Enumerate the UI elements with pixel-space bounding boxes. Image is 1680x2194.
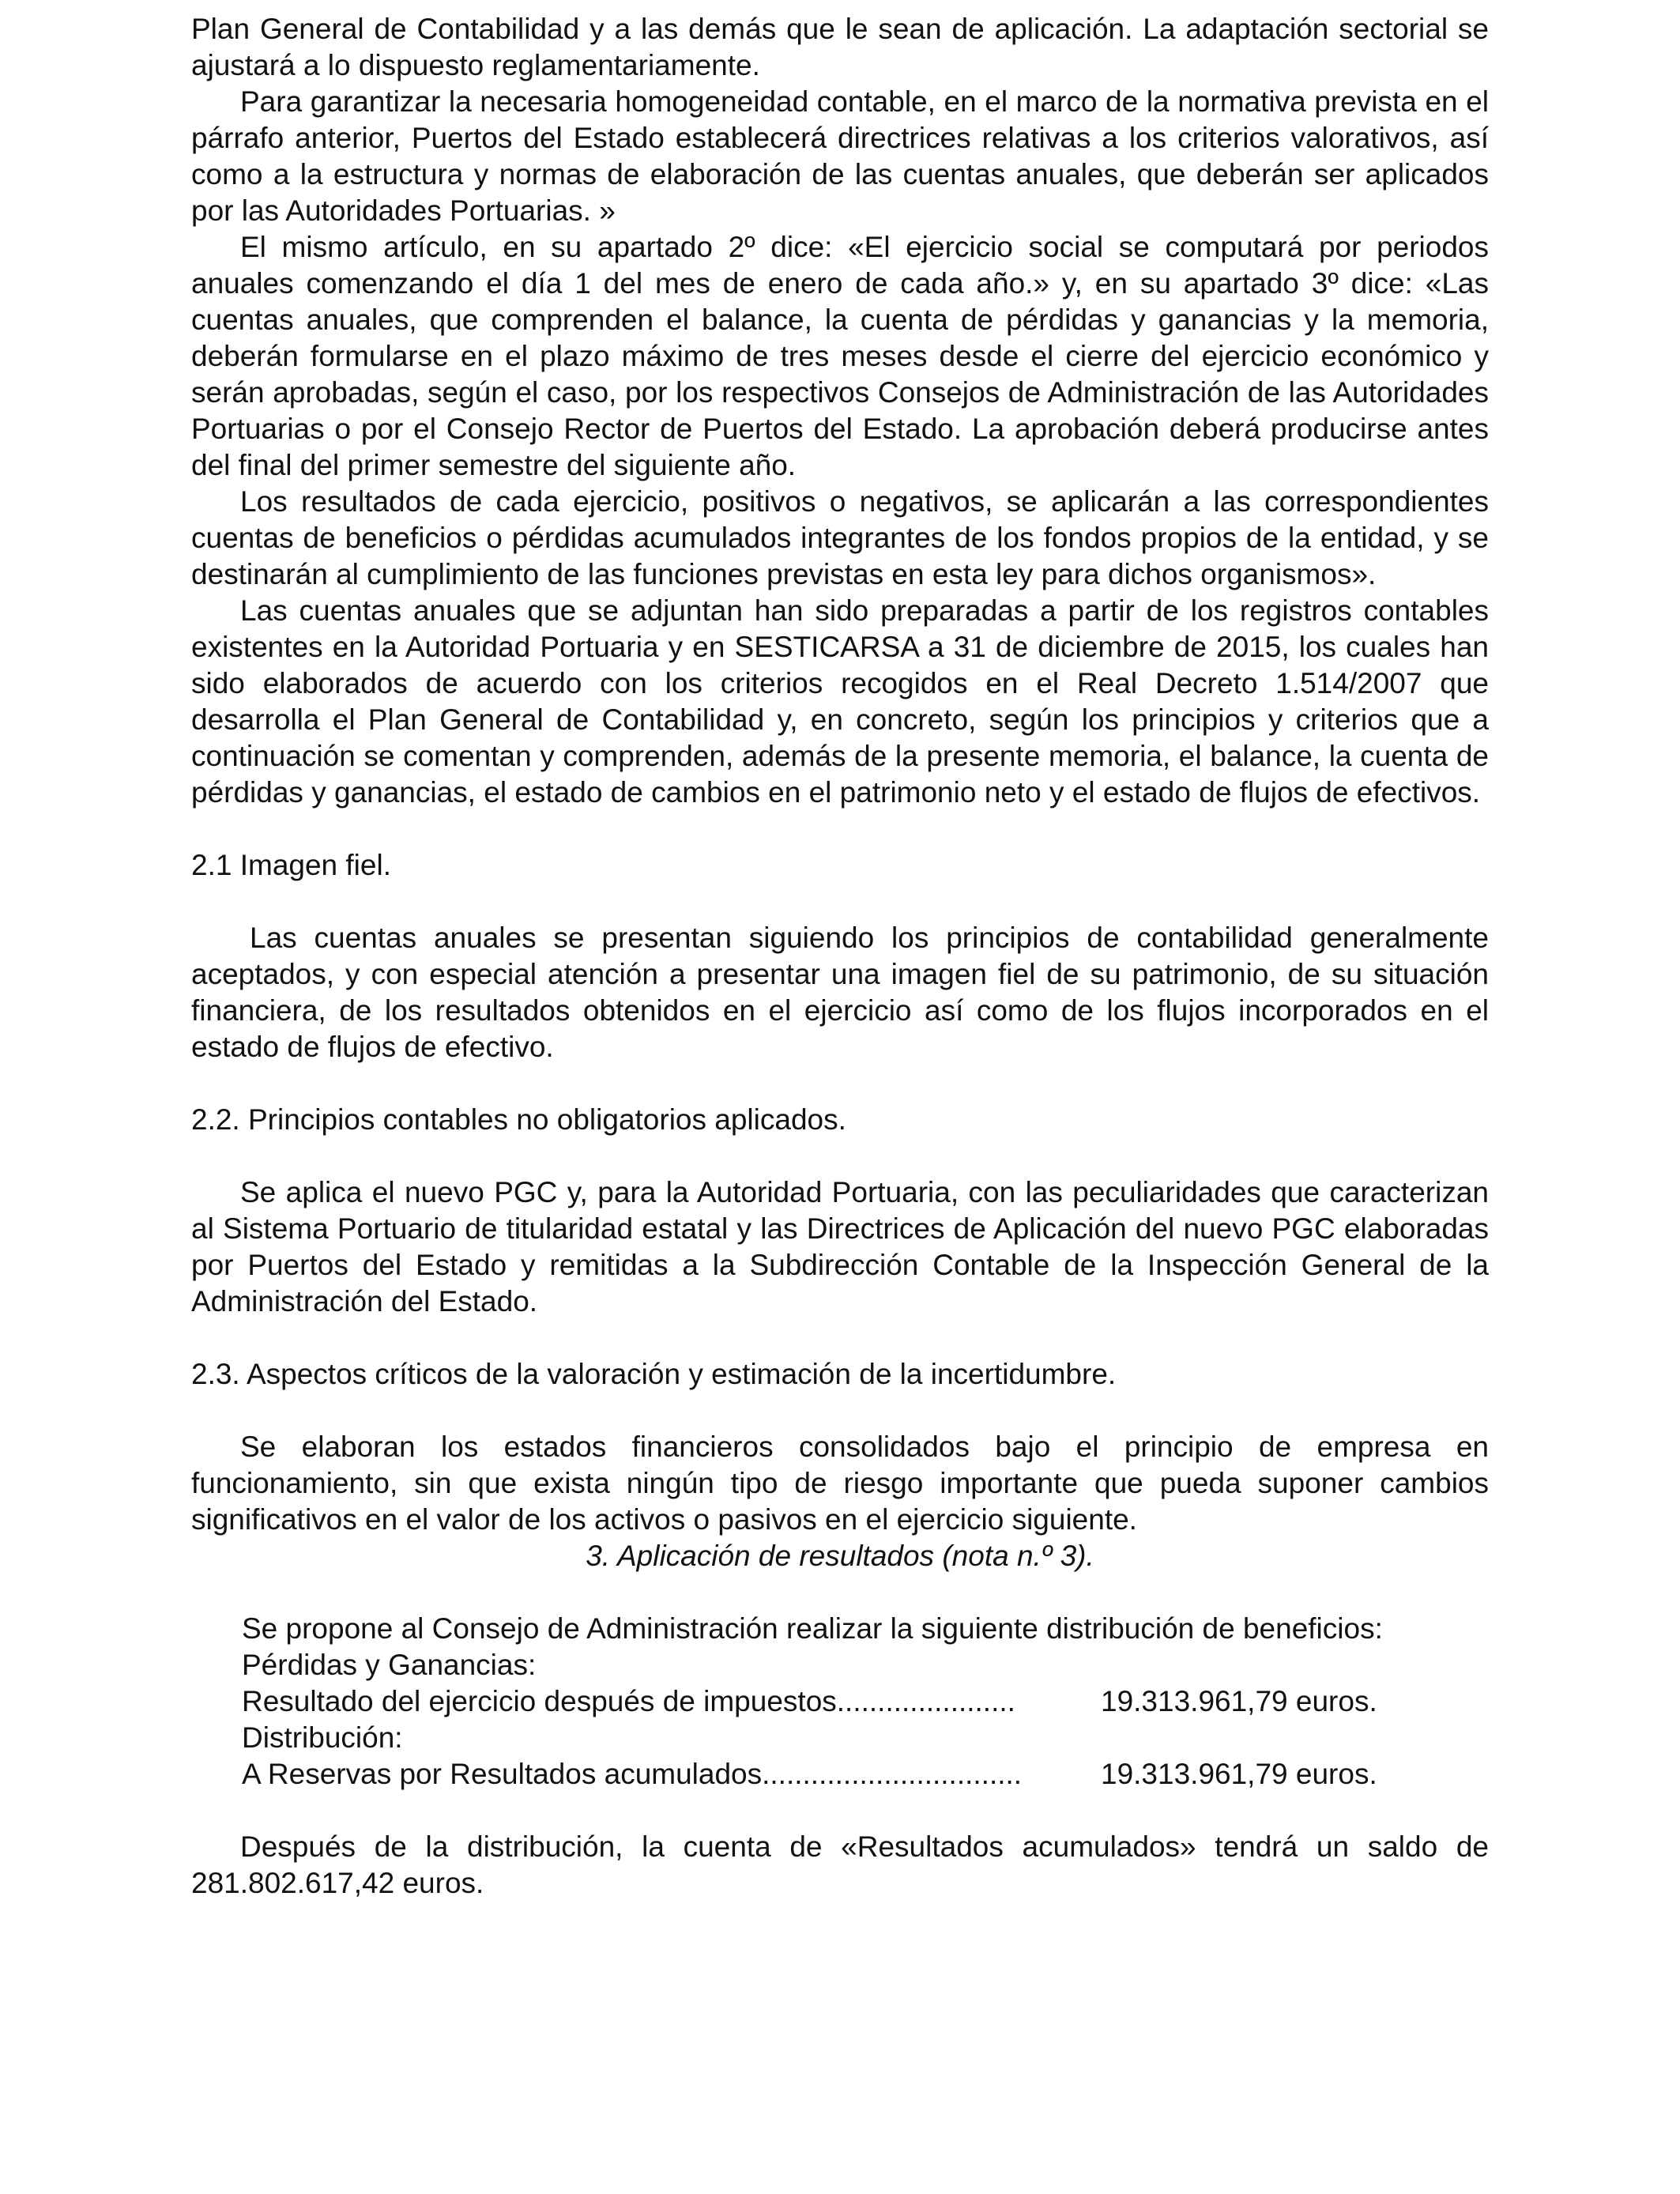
paragraph-resultados: Los resultados de cada ejercicio, positivos o negativos, se aplicarán a las correspondientes cuentas de beneficios o pérdidas acumulados integrantes de los fondos propios de la entidad, y se destinarán al cumplimiento de las funciones previstas en esta ley para dichos organismos».: [191, 485, 1489, 590]
document-page: [191, 11, 1489, 1902]
heading-principios-contables: 2.2. Principios contables no obligatorios aplicados.: [191, 1103, 846, 1136]
heading-aspectos-criticos: 2.3. Aspectos críticos de la valoración y estimación de la incertidumbre.: [191, 1358, 1117, 1390]
row-resultado-ejercicio-label: Resultado del ejercicio después de impuestos......................: [242, 1685, 1015, 1717]
group-label-perdidas-ganancias: Pérdidas y Ganancias:: [242, 1649, 537, 1681]
paragraph-plan-general: Plan General de Contabilidad y a las demás que le sean de aplicación. La adaptación sectorial se ajustará a lo dispuesto reglamentariamente.: [191, 13, 1489, 81]
row-reservas-label: A Reservas por Resultados acumulados................................: [242, 1758, 1023, 1790]
section-title-aplicacion-resultados: 3. Aplicación de resultados (nota n.º 3).: [586, 1540, 1094, 1572]
paragraph-saldo-resultados: Después de la distribución, la cuenta de «Resultados acumulados» tendrá un saldo de 281.802.617,42 euros.: [191, 1830, 1489, 1899]
paragraph-aspectos-criticos: Se elaboran los estados financieros consolidados bajo el principio de empresa en funcionamiento, sin que exista ningún tipo de riesgo importante que pueda suponer cambios significativos en el valor de los activos o pasivos en el ejercicio siguiente.: [191, 1431, 1489, 1536]
paragraph-imagen-fiel: Las cuentas anuales se presentan siguiendo los principios de contabilidad generalmente aceptados, y con especial atención a presentar una imagen fiel de su patrimonio, de su situación financiera, de los resultados obtenidos en el ejercicio así como de los flujos incorporados en el estado de flujos de efectivo.: [191, 922, 1489, 1063]
paragraph-cuentas-anuales: Las cuentas anuales que se adjuntan han sido preparadas a partir de los registros contables existentes en la Autoridad Portuaria y en SESTICARSA a 31 de diciembre de 2015, los cuales han sido elaborados de acuerdo con los criterios recogidos en el Real Decreto 1.514/2007 que desarrolla el Plan General de Contabilidad y, en concreto, según los principios y criterios que a continuación se comentan y comprenden, además de la presente memoria, el balance, la cuenta de pérdidas y ganancias, el estado de cambios en el patrimonio neto y el estado de flujos de efectivos.: [191, 594, 1489, 809]
heading-imagen-fiel: 2.1 Imagen fiel.: [191, 849, 391, 881]
row-reservas: [242, 1756, 1489, 1793]
group-label-distribucion: Distribución:: [242, 1721, 403, 1754]
row-resultado-ejercicio-value: 19.313.961,79 euros.: [1101, 1685, 1377, 1717]
distribution-intro: Se propone al Consejo de Administración realizar la siguiente distribución de beneficios:: [242, 1612, 1383, 1645]
paragraph-homogeneidad: Para garantizar la necesaria homogeneidad contable, en el marco de la normativa prevista en el párrafo anterior, Puertos del Estado establecerá directrices relativas a los criterios valorativos, así como a la estructura y normas de elaboración de las cuentas anuales, que deberán ser aplicados por las Autoridades Portuarias. »: [191, 85, 1489, 227]
paragraph-mismo-articulo: El mismo artículo, en su apartado 2º dice: «El ejercicio social se computará por periodos anuales comenzando el día 1 del mes de enero de cada año.» y, en su apartado 3º dice: «Las cuentas anuales, que comprenden el balance, la cuenta de pérdidas y ganancias y la memoria, deberán formularse en el plazo máximo de tres meses desde el cierre del ejercicio económico y serán aprobadas, según el caso, por los respectivos Consejos de Administración de las Autoridades Portuarias o por el Consejo Rector de Puertos del Estado. La aprobación deberá producirse antes del final del primer semestre del siguiente año.: [191, 231, 1489, 481]
row-reservas-value: 19.313.961,79 euros.: [1101, 1758, 1377, 1790]
row-resultado-ejercicio: [242, 1683, 1489, 1720]
distribution-block: [191, 1611, 1489, 1793]
paragraph-principios-contables: Se aplica el nuevo PGC y, para la Autoridad Portuaria, con las peculiaridades que caracterizan al Sistema Portuario de titularidad estatal y las Directrices de Aplicación del nuevo PGC elaboradas por Puertos del Estado y remitidas a la Subdirección Contable de la Inspección General de la Administración del Estado.: [191, 1176, 1489, 1318]
